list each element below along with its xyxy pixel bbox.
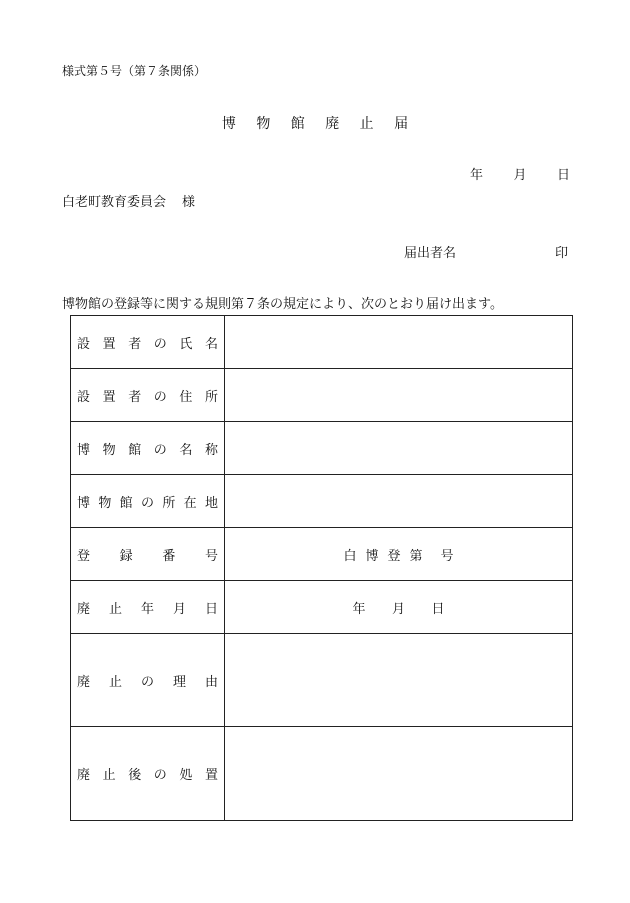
form-row-owner-name (71, 316, 573, 369)
addressee-honorific: 様 (182, 195, 196, 210)
label-char: の (153, 389, 167, 405)
label-char: 館 (128, 442, 142, 458)
label-char: 博 (77, 495, 91, 511)
form-row-museum-name (71, 422, 573, 475)
date-year-label: 年 (470, 168, 484, 183)
label-char: 住 (179, 389, 193, 405)
form-row-museum-location (71, 475, 573, 528)
museum-location-field[interactable] (225, 475, 573, 528)
label-char: 館 (119, 495, 133, 511)
row-label (71, 727, 225, 821)
registration-number-field[interactable] (225, 528, 573, 581)
value-char: 白 (343, 548, 357, 564)
value-char: 年 (352, 601, 366, 617)
document-title (0, 113, 630, 133)
closure-reason-field[interactable] (225, 634, 573, 727)
applicant-line (404, 242, 568, 261)
row-label (71, 475, 225, 528)
label-char: 年 (140, 601, 154, 617)
label-char: の (140, 495, 154, 511)
label-char: 名 (204, 336, 218, 352)
label-char: 由 (204, 674, 218, 690)
addressee-name: 白老町教育委員会 (62, 195, 167, 210)
label-char: 称 (204, 442, 218, 458)
date-month-label: 月 (513, 168, 527, 183)
title-char: 廃 (325, 116, 340, 132)
label-char: 設 (77, 389, 91, 405)
form-row-closure-reason (71, 634, 573, 727)
row-label (71, 634, 225, 727)
label-char: 録 (119, 548, 133, 564)
value-char: 月 (391, 601, 405, 617)
label-char: 廃 (77, 601, 91, 617)
label-char: 氏 (179, 336, 193, 352)
label-char: 所 (162, 495, 176, 511)
label-char: 廃 (77, 768, 91, 783)
owner-name-field[interactable] (225, 316, 573, 369)
closure-date-field[interactable] (225, 581, 573, 634)
label-char: 廃 (77, 674, 91, 690)
label-char: 止 (102, 768, 116, 783)
row-label (71, 581, 225, 634)
addressee (62, 191, 195, 210)
label-char: 後 (128, 768, 142, 783)
applicant-label: 届出者名 (404, 246, 457, 261)
row-label (71, 369, 225, 422)
museum-name-field[interactable] (225, 422, 573, 475)
value-char: 号 (440, 548, 454, 564)
label-char: 設 (77, 336, 91, 352)
label-char: 月 (172, 601, 186, 617)
post-closure-disposition-field[interactable] (225, 727, 573, 821)
title-char: 止 (359, 116, 374, 132)
label-char: 止 (108, 674, 122, 690)
label-char: 処 (179, 768, 193, 783)
label-char: 日 (204, 601, 218, 617)
label-char: 置 (102, 389, 116, 405)
label-char: 番 (162, 548, 176, 564)
value-char: 博 (365, 548, 379, 564)
title-char: 館 (290, 116, 305, 132)
label-char: の (153, 336, 167, 352)
label-char: 物 (98, 495, 112, 511)
owner-address-field[interactable] (225, 369, 573, 422)
value-char: 登 (387, 548, 401, 564)
label-char: 止 (108, 601, 122, 617)
seal-mark: 印 (554, 246, 568, 261)
date-line (470, 164, 570, 183)
value-char: 第 (409, 548, 423, 564)
form-number: 様式第５号（第７条関係） (62, 64, 207, 78)
value-char: 日 (431, 601, 445, 617)
title-char: 物 (256, 116, 271, 132)
label-char: 登 (77, 548, 91, 564)
label-char: 者 (128, 389, 142, 405)
label-char: 名 (179, 442, 193, 458)
intro-text: 博物館の登録等に関する規則第７条の規定により、次のとおり届け出ます。 (62, 297, 503, 312)
title-char: 博 (221, 116, 236, 132)
label-char: 置 (204, 768, 218, 783)
label-char: の (140, 674, 154, 690)
form-table (70, 315, 573, 821)
label-char: の (153, 768, 167, 783)
label-char: 者 (128, 336, 142, 352)
date-day-label: 日 (556, 168, 570, 183)
label-char: 号 (204, 548, 218, 564)
label-char: 理 (172, 674, 186, 690)
label-char: 所 (204, 389, 218, 405)
label-char: 置 (102, 336, 116, 352)
title-char: 届 (394, 116, 409, 132)
form-row-post-closure-disposition (71, 727, 573, 821)
row-label (71, 422, 225, 475)
form-row-closure-date (71, 581, 573, 634)
row-label (71, 316, 225, 369)
form-row-owner-address (71, 369, 573, 422)
row-label (71, 528, 225, 581)
label-char: 地 (204, 495, 218, 511)
label-char: 在 (183, 495, 197, 511)
label-char: 博 (77, 442, 91, 458)
label-char: 物 (102, 442, 116, 458)
form-row-registration-number (71, 528, 573, 581)
label-char: の (153, 442, 167, 458)
